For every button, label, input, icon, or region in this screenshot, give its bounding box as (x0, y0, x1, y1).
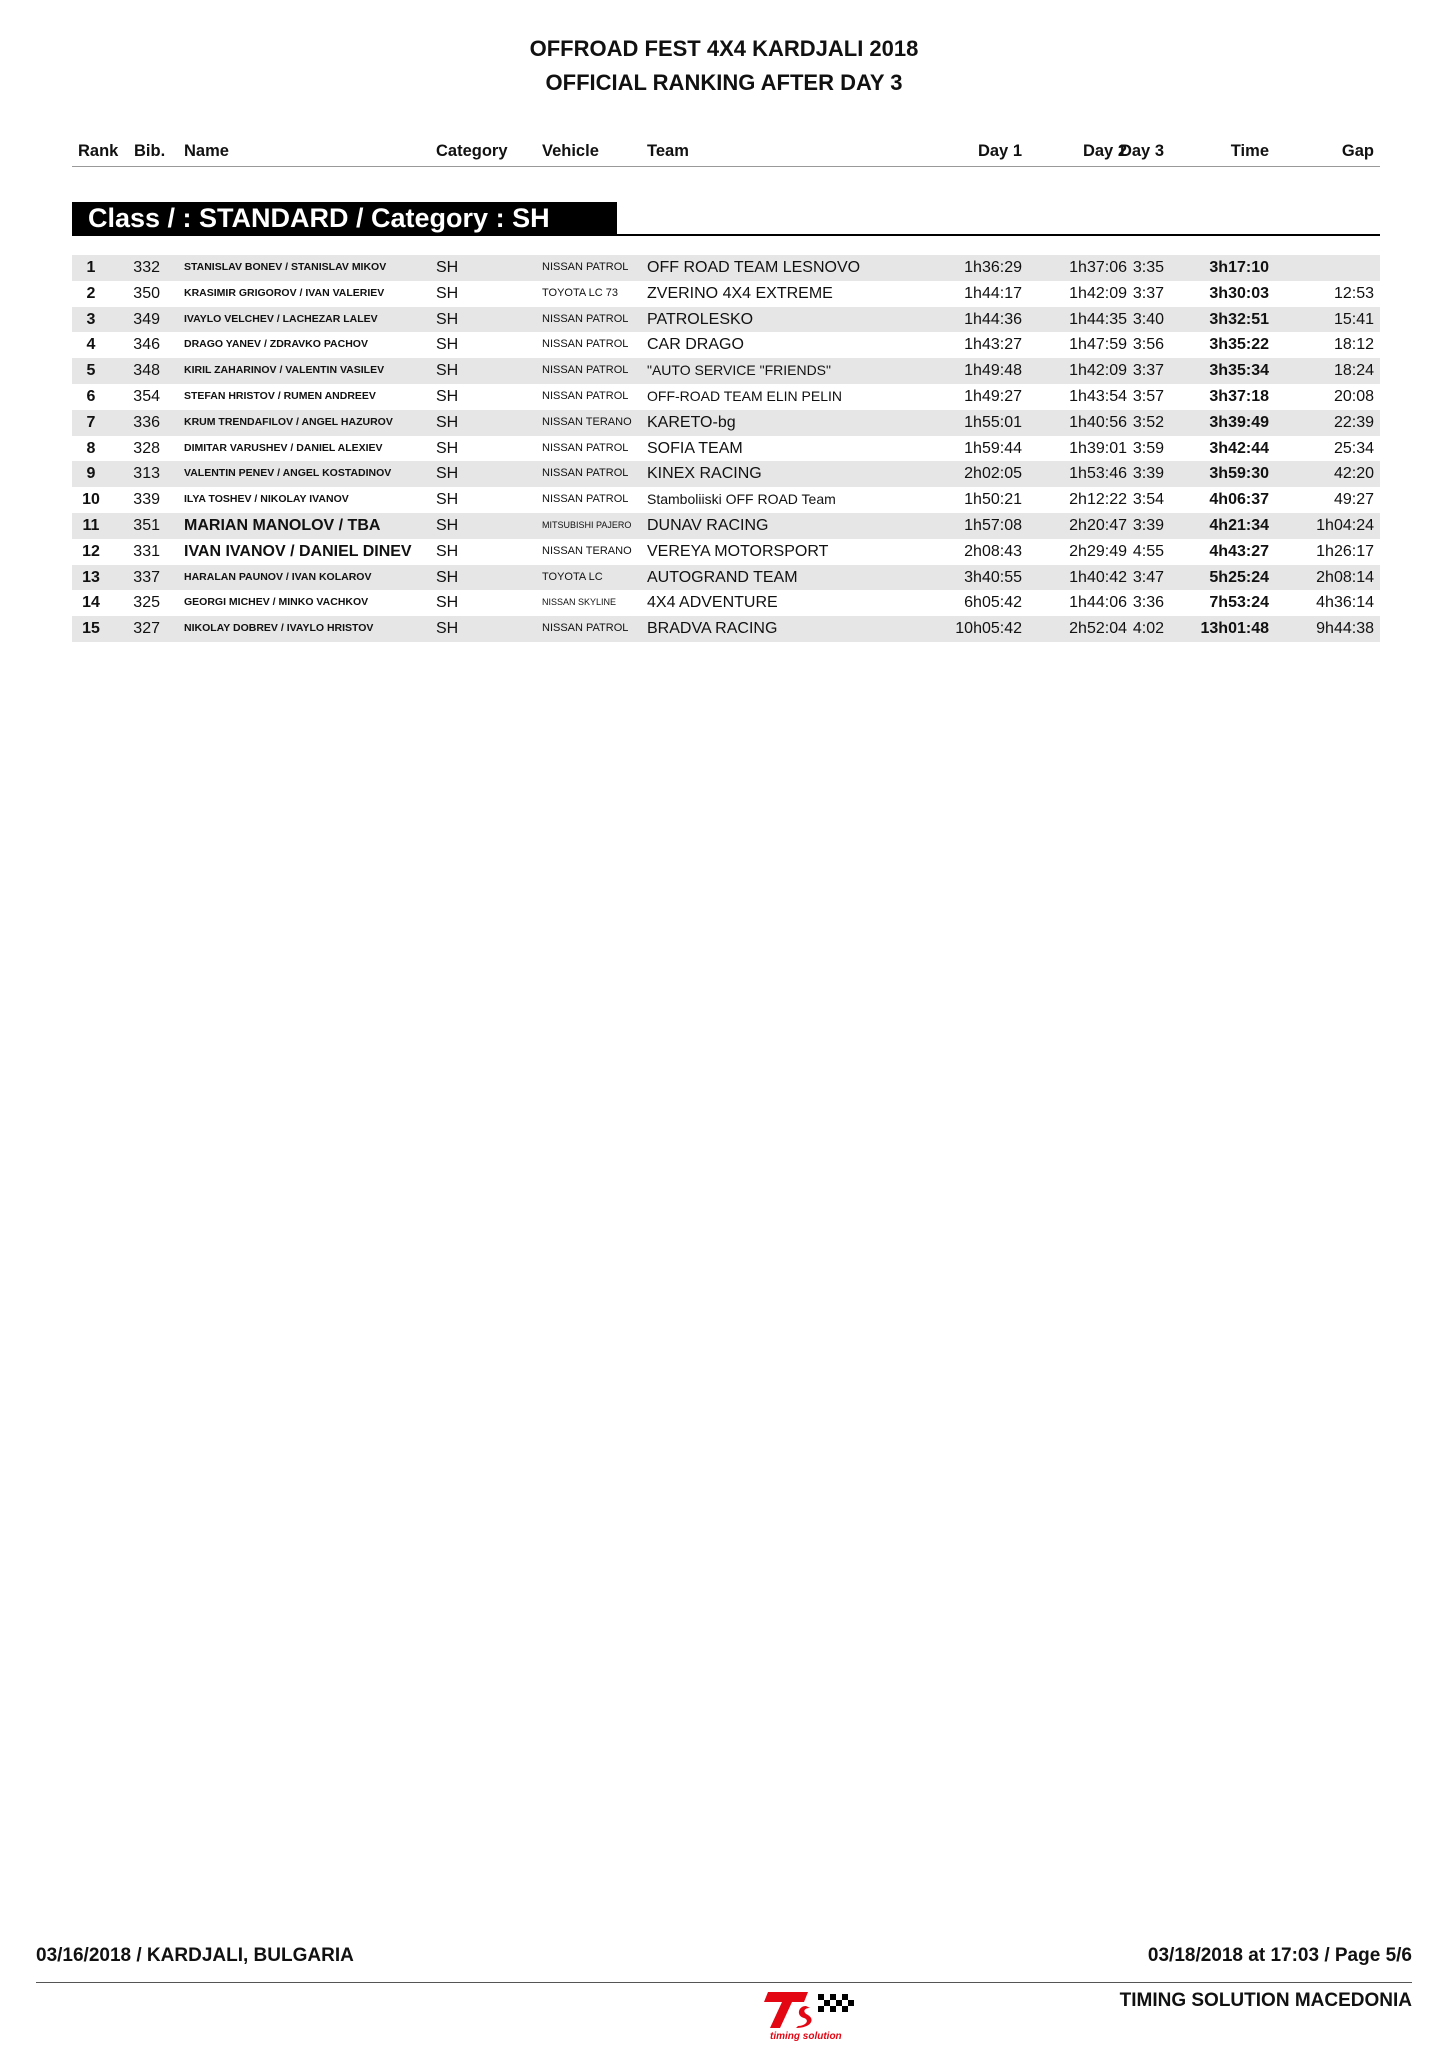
rank-cell: 8 (86, 439, 96, 457)
rank-cell: 4 (86, 336, 96, 354)
team-cell: 4X4 ADVENTURE (647, 594, 778, 612)
team-cell: "AUTO SERVICE "FRIENDS" (647, 362, 831, 379)
total-time-cell: 3h32:51 (1209, 310, 1269, 328)
bib-cell: 348 (133, 362, 160, 380)
category-cell: SH (436, 594, 459, 612)
crew-name-cell: IVAN IVANOV / DANIEL DINEV (184, 542, 412, 560)
rank-cell: 11 (82, 516, 100, 534)
bib-cell: 349 (133, 310, 160, 328)
bib-cell: 350 (133, 284, 160, 302)
category-cell: SH (436, 310, 459, 328)
gap-cell: 18:24 (1333, 362, 1374, 380)
crew-name-cell: DRAGO YANEV / ZDRAVKO PACHOV (184, 338, 368, 351)
category-cell: SH (436, 465, 459, 483)
rank-cell: 3 (86, 310, 96, 328)
gap-cell: 15:41 (1333, 310, 1374, 328)
total-time-cell: 3h59:30 (1209, 465, 1269, 483)
vehicle-cell: NISSAN PATROL (542, 467, 629, 480)
col-day1: Day 1 (977, 142, 1022, 160)
rank-cell: 9 (86, 465, 96, 483)
crew-name-cell: GEORGI MICHEV / MINKO VACHKOV (184, 596, 369, 609)
ranking-table (72, 255, 1380, 642)
vehicle-cell: NISSAN PATROL (542, 338, 629, 351)
rank-cell: 13 (82, 568, 100, 586)
team-cell: KARETO-bg (647, 413, 736, 431)
crew-name-cell: KIRIL ZAHARINOV / VALENTIN VASILEV (184, 364, 385, 377)
day1-cell: 1h44:36 (964, 310, 1022, 328)
crew-name-cell: KRUM TRENDAFILOV / ANGEL HAZUROV (184, 415, 393, 428)
table-row (72, 358, 1380, 384)
team-cell: PATROLESKO (647, 310, 754, 328)
category-cell: SH (436, 439, 459, 457)
gap-cell: 18:12 (1333, 336, 1374, 354)
team-cell: ZVERINO 4X4 EXTREME (647, 284, 833, 302)
team-cell: DUNAV RACING (647, 516, 769, 534)
timing-solution-logo-icon (762, 1986, 870, 2042)
col-gap: Gap (1341, 142, 1374, 160)
rank-cell: 15 (82, 620, 100, 638)
table-row (72, 281, 1380, 307)
team-cell: AUTOGRAND TEAM (647, 568, 798, 586)
team-cell: OFF-ROAD TEAM ELIN PELIN (647, 387, 842, 404)
team-cell: Stamboliiski OFF ROAD Team (647, 491, 836, 508)
day1-cell: 1h43:27 (964, 336, 1022, 354)
category-cell: SH (436, 620, 459, 638)
category-cell: SH (436, 516, 459, 534)
total-time-cell: 3h30:03 (1209, 284, 1269, 302)
crew-name-cell: MARIAN MANOLOV / TBA (184, 516, 381, 534)
table-row (72, 539, 1380, 565)
bib-cell: 327 (133, 620, 160, 638)
day2-cell: 2h52:04 (1069, 620, 1127, 638)
day2-cell: 2h29:49 (1069, 542, 1127, 560)
day1-cell: 1h44:17 (964, 284, 1022, 302)
gap-cell: 12:53 (1333, 284, 1374, 302)
col-time: Time (1230, 142, 1269, 160)
col-team: Team (647, 142, 689, 160)
gap-cell: 22:39 (1333, 413, 1374, 431)
category-cell: SH (436, 284, 459, 302)
team-cell: VEREYA MOTORSPORT (647, 542, 829, 560)
day3-cell: 3:56 (1132, 336, 1164, 354)
day2-cell: 2h12:22 (1069, 491, 1127, 509)
table-row (72, 513, 1380, 539)
total-time-cell: 3h42:44 (1209, 439, 1269, 457)
team-cell: OFF ROAD TEAM LESNOVO (647, 259, 861, 276)
vehicle-cell: MITSUBISHI PAJERO (542, 519, 632, 530)
team-cell: KINEX RACING (647, 465, 762, 483)
bib-cell: 331 (133, 542, 160, 560)
day2-cell: 1h37:06 (1069, 259, 1127, 276)
category-cell: SH (436, 362, 459, 380)
crew-name-cell: STANISLAV BONEV / STANISLAV MIKOV (184, 261, 387, 273)
logo-text: timing solution (770, 2031, 842, 2042)
total-time-cell: 5h25:24 (1209, 568, 1269, 586)
gap-cell: 1h04:24 (1316, 516, 1374, 534)
day3-cell: 4:55 (1132, 542, 1164, 560)
table-row (72, 436, 1380, 462)
document-title: OFFROAD FEST 4X4 KARDJALI 2018 (529, 36, 919, 61)
rank-cell: 1 (86, 259, 96, 276)
category-cell: SH (436, 387, 459, 405)
total-time-cell: 4h21:34 (1209, 516, 1269, 534)
crew-name-cell: STEFAN HRISTOV / RUMEN ANDREEV (184, 389, 376, 402)
gap-cell: 42:20 (1333, 465, 1374, 483)
team-cell: BRADVA RACING (647, 620, 778, 638)
vehicle-cell: NISSAN PATROL (542, 364, 629, 377)
day1-cell: 1h36:29 (964, 259, 1022, 276)
bib-cell: 354 (133, 387, 160, 405)
category-cell: SH (436, 568, 459, 586)
day3-cell: 3:47 (1132, 568, 1164, 586)
table-row (72, 461, 1380, 487)
table-row (72, 384, 1380, 410)
gap-cell: 25:34 (1333, 439, 1374, 457)
col-category: Category (436, 142, 508, 160)
day3-cell: 3:59 (1132, 439, 1164, 457)
table-row (72, 590, 1380, 616)
bib-cell: 328 (133, 439, 160, 457)
col-vehicle: Vehicle (542, 142, 599, 160)
gap-cell: 49:27 (1333, 491, 1374, 509)
day1-cell: 10h05:42 (955, 620, 1022, 638)
col-name: Name (184, 142, 229, 160)
total-time-cell: 3h17:10 (1209, 259, 1269, 276)
day1-cell: 1h59:44 (964, 439, 1022, 457)
crew-name-cell: NIKOLAY DOBREV / IVAYLO HRISTOV (184, 622, 374, 635)
rank-cell: 5 (86, 362, 96, 380)
vehicle-cell: NISSAN TERANO (542, 415, 632, 428)
day3-cell: 3:40 (1132, 310, 1164, 328)
total-time-cell: 4h06:37 (1209, 491, 1269, 509)
bib-cell: 325 (133, 594, 160, 612)
document-subtitle: OFFICIAL RANKING AFTER DAY 3 (545, 70, 903, 95)
day3-cell: 4:02 (1132, 620, 1164, 638)
bib-cell: 337 (133, 568, 160, 586)
col-day2: Day 2 (1082, 142, 1127, 160)
crew-name-cell: HARALAN PAUNOV / IVAN KOLAROV (184, 570, 372, 583)
vehicle-cell: NISSAN PATROL (542, 441, 629, 454)
crew-name-cell: DIMITAR VARUSHEV / DANIEL ALEXIEV (184, 441, 383, 454)
class-title: Class / : STANDARD / Category : SH (72, 202, 617, 235)
rank-cell: 6 (86, 387, 96, 405)
day1-cell: 2h08:43 (964, 542, 1022, 560)
table-row (72, 410, 1380, 436)
gap-cell: 4h36:14 (1316, 594, 1374, 612)
category-cell: SH (436, 259, 459, 276)
day3-cell: 3:37 (1132, 362, 1164, 380)
day1-cell: 1h49:27 (964, 387, 1022, 405)
footer-date-location: 03/16/2018 / KARDJALI, BULGARIA (36, 1945, 354, 1966)
day3-cell: 3:37 (1132, 284, 1164, 302)
day2-cell: 1h47:59 (1069, 336, 1127, 354)
rank-cell: 7 (86, 413, 96, 431)
day1-cell: 3h40:55 (964, 568, 1022, 586)
day3-cell: 3:54 (1132, 491, 1164, 509)
day3-cell: 3:35 (1132, 259, 1164, 276)
footer-divider (36, 1982, 1412, 1983)
gap-cell: 9h44:38 (1316, 620, 1374, 638)
table-row (72, 307, 1380, 333)
vehicle-cell: NISSAN PATROL (542, 493, 629, 506)
gap-cell: 20:08 (1333, 387, 1374, 405)
day3-cell: 3:39 (1132, 516, 1164, 534)
rank-cell: 2 (86, 284, 96, 302)
bib-cell: 336 (133, 413, 160, 431)
total-time-cell: 7h53:24 (1209, 594, 1269, 612)
crew-name-cell: VALENTIN PENEV / ANGEL KOSTADINOV (184, 467, 392, 480)
bib-cell: 351 (133, 516, 160, 534)
day2-cell: 1h42:09 (1069, 284, 1127, 302)
footer-organization: TIMING SOLUTION MACEDONIA (1119, 1990, 1412, 2011)
total-time-cell: 4h43:27 (1209, 542, 1269, 560)
bib-cell: 332 (133, 259, 160, 276)
bib-cell: 313 (133, 465, 160, 483)
crew-name-cell: IVAYLO VELCHEV / LACHEZAR LALEV (184, 312, 378, 325)
col-bib: Bib. (134, 142, 166, 160)
vehicle-cell: NISSAN TERANO (542, 544, 632, 557)
day2-cell: 2h20:47 (1069, 516, 1127, 534)
day1-cell: 1h49:48 (964, 362, 1022, 380)
category-cell: SH (436, 491, 459, 509)
day3-cell: 3:52 (1132, 413, 1164, 431)
vehicle-cell: NISSAN SKYLINE (542, 597, 617, 608)
total-time-cell: 3h37:18 (1209, 387, 1269, 405)
bib-cell: 339 (133, 491, 160, 509)
crew-name-cell: KRASIMIR GRIGOROV / IVAN VALERIEV (184, 286, 385, 299)
bib-cell: 346 (133, 336, 160, 354)
gap-cell: 2h08:14 (1316, 568, 1374, 586)
day3-cell: 3:36 (1132, 594, 1164, 612)
day2-cell: 1h44:06 (1069, 594, 1127, 612)
day2-cell: 1h39:01 (1069, 439, 1127, 457)
total-time-cell: 3h39:49 (1209, 413, 1269, 431)
crew-name-cell: ILYA TOSHEV / NIKOLAY IVANOV (184, 493, 349, 506)
table-row (72, 332, 1380, 358)
team-cell: SOFIA TEAM (647, 439, 743, 457)
total-time-cell: 3h35:34 (1209, 362, 1269, 380)
day1-cell: 1h50:21 (964, 491, 1022, 509)
footer-timestamp-page: 03/18/2018 at 17:03 / Page 5/6 (1147, 1945, 1412, 1966)
gap-cell: 1h26:17 (1316, 542, 1374, 560)
total-time-cell: 3h35:22 (1209, 336, 1269, 354)
rank-cell: 10 (82, 491, 100, 509)
day1-cell: 6h05:42 (964, 594, 1022, 612)
vehicle-cell: NISSAN PATROL (542, 622, 629, 635)
rank-cell: 12 (82, 542, 100, 560)
vehicle-cell: NISSAN PATROL (542, 312, 629, 325)
table-row (72, 255, 1380, 281)
vehicle-cell: NISSAN PATROL (542, 389, 629, 402)
day2-cell: 1h53:46 (1069, 465, 1127, 483)
class-divider (72, 234, 1380, 236)
day3-cell: 3:57 (1132, 387, 1164, 405)
category-cell: SH (436, 336, 459, 354)
category-cell: SH (436, 413, 459, 431)
day2-cell: 1h40:42 (1069, 568, 1127, 586)
table-header (72, 142, 1380, 167)
vehicle-cell: TOYOTA LC 73 (542, 286, 619, 299)
table-row (72, 565, 1380, 591)
vehicle-cell: TOYOTA LC (542, 570, 603, 583)
day1-cell: 2h02:05 (964, 465, 1022, 483)
rank-cell: 14 (82, 594, 100, 612)
table-row (72, 487, 1380, 513)
day3-cell: 3:39 (1132, 465, 1164, 483)
day2-cell: 1h43:54 (1069, 387, 1127, 405)
team-cell: CAR DRAGO (647, 336, 744, 354)
day1-cell: 1h55:01 (964, 413, 1022, 431)
total-time-cell: 13h01:48 (1200, 620, 1269, 638)
day2-cell: 1h40:56 (1069, 413, 1127, 431)
col-rank: Rank (78, 142, 119, 160)
vehicle-cell: NISSAN PATROL (542, 261, 629, 273)
day1-cell: 1h57:08 (964, 516, 1022, 534)
day2-cell: 1h44:35 (1069, 310, 1127, 328)
category-cell: SH (436, 542, 459, 560)
table-row (72, 616, 1380, 642)
col-day3: Day 3 (1119, 142, 1164, 160)
day2-cell: 1h42:09 (1069, 362, 1127, 380)
